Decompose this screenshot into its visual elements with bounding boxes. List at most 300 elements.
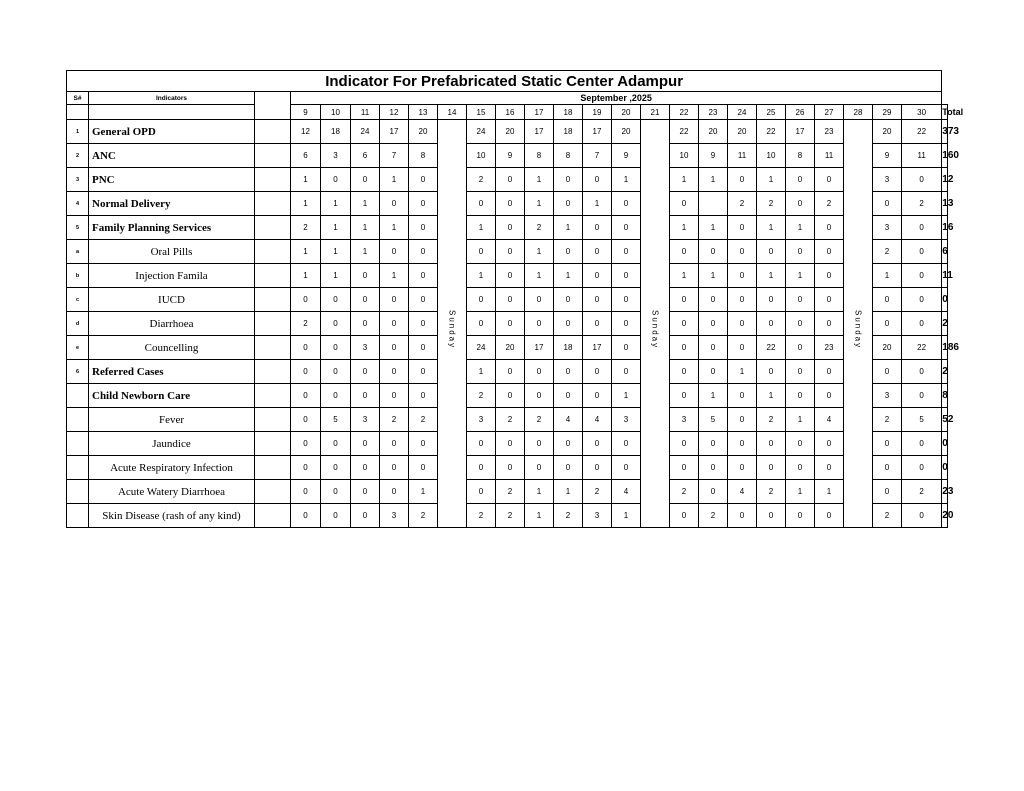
day-header-30: 30 [902, 105, 942, 120]
day-header-26: 26 [786, 105, 815, 120]
value-cell-day-23: 2 [699, 504, 728, 528]
value-cell-day-29: 0 [873, 456, 902, 480]
table-row [67, 240, 948, 264]
value-cell-day-20: 0 [612, 432, 641, 456]
value-cell-day-25: 2 [757, 480, 786, 504]
total-cell: 6 [942, 240, 948, 264]
value-cell-day-11: 0 [351, 360, 380, 384]
blank-cell [255, 432, 291, 456]
value-cell-day-19: 3 [583, 504, 612, 528]
value-cell-day-24: 0 [728, 384, 757, 408]
total-cell: 52 [942, 408, 948, 432]
value-cell-day-18: 0 [554, 288, 583, 312]
value-cell-day-20: 9 [612, 144, 641, 168]
value-cell-day-23: 0 [699, 456, 728, 480]
sunday-column [438, 120, 467, 528]
value-cell-day-22: 10 [670, 144, 699, 168]
total-header: Total [942, 105, 948, 120]
value-cell-day-29: 1 [873, 264, 902, 288]
value-cell-day-16: 9 [496, 144, 525, 168]
value-cell-day-23: 0 [699, 480, 728, 504]
value-cell-day-22: 1 [670, 216, 699, 240]
blank-cell [255, 384, 291, 408]
value-cell-day-9: 0 [291, 384, 321, 408]
value-cell-day-11: 1 [351, 216, 380, 240]
value-cell-day-17: 1 [525, 240, 554, 264]
value-cell-day-30: 11 [902, 144, 942, 168]
value-cell-day-25: 0 [757, 432, 786, 456]
day-header-29: 29 [873, 105, 902, 120]
value-cell-day-20: 1 [612, 168, 641, 192]
value-cell-day-11: 6 [351, 144, 380, 168]
value-cell-day-24: 20 [728, 120, 757, 144]
value-cell-day-11: 1 [351, 240, 380, 264]
value-cell-day-18: 0 [554, 360, 583, 384]
value-cell-day-15: 1 [467, 264, 496, 288]
value-cell-day-27: 11 [815, 144, 844, 168]
table-row [67, 312, 948, 336]
blank-cell [255, 120, 291, 144]
value-cell-day-12: 1 [380, 168, 409, 192]
value-cell-day-19: 0 [583, 456, 612, 480]
value-cell-day-24: 0 [728, 456, 757, 480]
value-cell-day-23: 5 [699, 408, 728, 432]
value-cell-day-9: 0 [291, 288, 321, 312]
table-row [67, 168, 948, 192]
value-cell-day-30: 5 [902, 408, 942, 432]
value-cell-day-16: 0 [496, 264, 525, 288]
value-cell-day-27: 0 [815, 240, 844, 264]
value-cell-day-12: 0 [380, 360, 409, 384]
value-cell-day-11: 1 [351, 192, 380, 216]
serial-cell [67, 504, 89, 528]
value-cell-day-15: 0 [467, 240, 496, 264]
value-cell-day-11: 0 [351, 288, 380, 312]
value-cell-day-22: 0 [670, 432, 699, 456]
total-cell: 0 [942, 456, 948, 480]
value-cell-day-22: 0 [670, 456, 699, 480]
day-header-25: 25 [757, 105, 786, 120]
value-cell-day-17: 1 [525, 480, 554, 504]
value-cell-day-29: 3 [873, 384, 902, 408]
value-cell-day-29: 0 [873, 360, 902, 384]
value-cell-day-13: 2 [409, 504, 438, 528]
day-header-22: 22 [670, 105, 699, 120]
serial-cell: 1 [67, 120, 89, 144]
day-header-18: 18 [554, 105, 583, 120]
month-header: September ,2025 [291, 92, 942, 105]
value-cell-day-10: 0 [321, 384, 351, 408]
value-cell-day-24: 0 [728, 432, 757, 456]
total-cell: 186 [942, 336, 948, 360]
value-cell-day-13: 0 [409, 192, 438, 216]
table-row [67, 336, 948, 360]
value-cell-day-11: 0 [351, 168, 380, 192]
value-cell-day-17: 1 [525, 504, 554, 528]
total-cell: 8 [942, 384, 948, 408]
value-cell-day-10: 0 [321, 456, 351, 480]
serial-cell [67, 408, 89, 432]
value-cell-day-30: 0 [902, 168, 942, 192]
total-cell: 0 [942, 288, 948, 312]
serial-cell: e [67, 336, 89, 360]
value-cell-day-10: 0 [321, 336, 351, 360]
value-cell-day-17: 17 [525, 336, 554, 360]
day-header-24: 24 [728, 105, 757, 120]
value-cell-day-15: 1 [467, 216, 496, 240]
table-row [67, 432, 948, 456]
blank-cell [255, 336, 291, 360]
value-cell-day-16: 0 [496, 192, 525, 216]
total-cell: 11 [942, 264, 948, 288]
value-cell-day-24: 0 [728, 240, 757, 264]
value-cell-day-18: 8 [554, 144, 583, 168]
value-cell-day-24: 0 [728, 264, 757, 288]
blank-cell [255, 240, 291, 264]
value-cell-day-29: 2 [873, 504, 902, 528]
value-cell-day-12: 2 [380, 408, 409, 432]
day-header-23: 23 [699, 105, 728, 120]
value-cell-day-13: 8 [409, 144, 438, 168]
blank-cell [255, 105, 291, 120]
value-cell-day-29: 3 [873, 168, 902, 192]
value-cell-day-13: 0 [409, 312, 438, 336]
value-cell-day-25: 1 [757, 168, 786, 192]
value-cell-day-20: 0 [612, 312, 641, 336]
value-cell-day-13: 0 [409, 168, 438, 192]
value-cell-day-19: 0 [583, 264, 612, 288]
value-cell-day-13: 0 [409, 288, 438, 312]
table-row [67, 504, 948, 528]
value-cell-day-17: 0 [525, 432, 554, 456]
value-cell-day-16: 0 [496, 288, 525, 312]
day-header-28: 28 [844, 105, 873, 120]
value-cell-day-10: 0 [321, 432, 351, 456]
value-cell-day-30: 0 [902, 288, 942, 312]
value-cell-day-25: 22 [757, 120, 786, 144]
value-cell-day-13: 0 [409, 384, 438, 408]
value-cell-day-25: 0 [757, 240, 786, 264]
value-cell-day-23: 0 [699, 240, 728, 264]
total-cell: 13 [942, 192, 948, 216]
value-cell-day-15: 0 [467, 312, 496, 336]
value-cell-day-12: 0 [380, 456, 409, 480]
value-cell-day-17: 2 [525, 216, 554, 240]
blank-cell [255, 192, 291, 216]
day-header-12: 12 [380, 105, 409, 120]
value-cell-day-19: 0 [583, 240, 612, 264]
indicator-label: IUCD [89, 288, 255, 312]
total-cell: 20 [942, 504, 948, 528]
value-cell-day-26: 0 [786, 288, 815, 312]
value-cell-day-16: 2 [496, 408, 525, 432]
value-cell-day-11: 0 [351, 264, 380, 288]
table-row [67, 192, 948, 216]
value-cell-day-24: 0 [728, 312, 757, 336]
value-cell-day-27: 0 [815, 264, 844, 288]
day-header-9: 9 [291, 105, 321, 120]
value-cell-day-17: 0 [525, 360, 554, 384]
value-cell-day-9: 0 [291, 408, 321, 432]
value-cell-day-23: 0 [699, 432, 728, 456]
value-cell-day-29: 0 [873, 288, 902, 312]
value-cell-day-20: 0 [612, 264, 641, 288]
value-cell-day-24: 0 [728, 408, 757, 432]
value-cell-day-30: 0 [902, 360, 942, 384]
value-cell-day-15: 2 [467, 168, 496, 192]
value-cell-day-18: 4 [554, 408, 583, 432]
value-cell-day-27: 0 [815, 360, 844, 384]
value-cell-day-16: 0 [496, 456, 525, 480]
value-cell-day-12: 0 [380, 480, 409, 504]
value-cell-day-23: 9 [699, 144, 728, 168]
value-cell-day-17: 2 [525, 408, 554, 432]
serial-cell [67, 480, 89, 504]
value-cell-day-9: 1 [291, 264, 321, 288]
value-cell-day-17: 0 [525, 456, 554, 480]
value-cell-day-9: 1 [291, 168, 321, 192]
day-header-row [67, 105, 948, 120]
value-cell-day-10: 0 [321, 504, 351, 528]
value-cell-day-22: 0 [670, 240, 699, 264]
blank-cell [255, 288, 291, 312]
table-title: Indicator For Prefabricated Static Center Adampur [67, 71, 942, 92]
day-header-11: 11 [351, 105, 380, 120]
value-cell-day-27: 0 [815, 504, 844, 528]
indicator-label: Normal Delivery [89, 192, 255, 216]
value-cell-day-10: 18 [321, 120, 351, 144]
blank-cell [67, 105, 89, 120]
value-cell-day-10: 0 [321, 480, 351, 504]
value-cell-day-26: 1 [786, 264, 815, 288]
value-cell-day-9: 2 [291, 312, 321, 336]
day-header-10: 10 [321, 105, 351, 120]
value-cell-day-19: 0 [583, 360, 612, 384]
value-cell-day-15: 10 [467, 144, 496, 168]
value-cell-day-15: 3 [467, 408, 496, 432]
value-cell-day-19: 17 [583, 336, 612, 360]
value-cell-day-11: 3 [351, 408, 380, 432]
value-cell-day-10: 0 [321, 312, 351, 336]
value-cell-day-16: 2 [496, 504, 525, 528]
value-cell-day-29: 0 [873, 192, 902, 216]
value-cell-day-15: 24 [467, 120, 496, 144]
day-header-21: 21 [641, 105, 670, 120]
value-cell-day-25: 10 [757, 144, 786, 168]
value-cell-day-26: 17 [786, 120, 815, 144]
value-cell-day-16: 0 [496, 432, 525, 456]
serial-cell: a [67, 240, 89, 264]
value-cell-day-18: 1 [554, 480, 583, 504]
indicator-label: PNC [89, 168, 255, 192]
value-cell-day-20: 0 [612, 288, 641, 312]
value-cell-day-12: 0 [380, 312, 409, 336]
value-cell-day-10: 0 [321, 168, 351, 192]
value-cell-day-15: 2 [467, 504, 496, 528]
value-cell-day-18: 18 [554, 336, 583, 360]
value-cell-day-23: 20 [699, 120, 728, 144]
value-cell-day-17: 1 [525, 264, 554, 288]
value-cell-day-29: 0 [873, 432, 902, 456]
value-cell-day-30: 0 [902, 384, 942, 408]
value-cell-day-23: 0 [699, 360, 728, 384]
value-cell-day-30: 0 [902, 240, 942, 264]
value-cell-day-25: 0 [757, 360, 786, 384]
total-cell: 23 [942, 480, 948, 504]
value-cell-day-20: 0 [612, 192, 641, 216]
value-cell-day-12: 7 [380, 144, 409, 168]
value-cell-day-16: 0 [496, 312, 525, 336]
value-cell-day-18: 1 [554, 216, 583, 240]
total-cell: 2 [942, 312, 948, 336]
value-cell-day-22: 0 [670, 360, 699, 384]
value-cell-day-23: 1 [699, 216, 728, 240]
indicator-label: Injection Famila [89, 264, 255, 288]
value-cell-day-24: 1 [728, 360, 757, 384]
value-cell-day-18: 0 [554, 384, 583, 408]
total-cell: 160 [942, 144, 948, 168]
value-cell-day-26: 1 [786, 408, 815, 432]
value-cell-day-9: 0 [291, 456, 321, 480]
value-cell-day-9: 0 [291, 432, 321, 456]
value-cell-day-24: 0 [728, 216, 757, 240]
serial-cell [67, 456, 89, 480]
serial-cell: 5 [67, 216, 89, 240]
day-header-27: 27 [815, 105, 844, 120]
indicator-label: Councelling [89, 336, 255, 360]
value-cell-day-26: 0 [786, 168, 815, 192]
value-cell-day-13: 0 [409, 432, 438, 456]
value-cell-day-30: 0 [902, 504, 942, 528]
value-cell-day-12: 0 [380, 384, 409, 408]
total-cell: 12 [942, 168, 948, 192]
value-cell-day-27: 1 [815, 480, 844, 504]
value-cell-day-27: 0 [815, 432, 844, 456]
day-header-14: 14 [438, 105, 467, 120]
value-cell-day-29: 3 [873, 216, 902, 240]
sunday-label: Sunday [650, 310, 660, 350]
indicator-label: General OPD [89, 120, 255, 144]
value-cell-day-25: 0 [757, 504, 786, 528]
value-cell-day-27: 4 [815, 408, 844, 432]
total-cell: 0 [942, 432, 948, 456]
value-cell-day-17: 1 [525, 168, 554, 192]
value-cell-day-18: 2 [554, 504, 583, 528]
day-header-17: 17 [525, 105, 554, 120]
value-cell-day-15: 24 [467, 336, 496, 360]
day-header-13: 13 [409, 105, 438, 120]
value-cell-day-18: 0 [554, 456, 583, 480]
value-cell-day-12: 0 [380, 432, 409, 456]
serial-cell: 6 [67, 360, 89, 384]
value-cell-day-23: 0 [699, 288, 728, 312]
value-cell-day-16: 2 [496, 480, 525, 504]
value-cell-day-13: 20 [409, 120, 438, 144]
value-cell-day-25: 0 [757, 456, 786, 480]
value-cell-day-29: 2 [873, 408, 902, 432]
value-cell-day-11: 0 [351, 456, 380, 480]
value-cell-day-18: 0 [554, 168, 583, 192]
value-cell-day-30: 0 [902, 456, 942, 480]
serial-cell: 3 [67, 168, 89, 192]
value-cell-day-25: 2 [757, 192, 786, 216]
value-cell-day-30: 0 [902, 432, 942, 456]
indicator-label: Referred Cases [89, 360, 255, 384]
value-cell-day-13: 1 [409, 480, 438, 504]
value-cell-day-24: 0 [728, 504, 757, 528]
value-cell-day-13: 0 [409, 216, 438, 240]
value-cell-day-16: 0 [496, 360, 525, 384]
table-row [67, 456, 948, 480]
value-cell-day-22: 0 [670, 288, 699, 312]
value-cell-day-18: 18 [554, 120, 583, 144]
total-cell: 2 [942, 360, 948, 384]
indicator-label: Diarrhoea [89, 312, 255, 336]
value-cell-day-19: 0 [583, 168, 612, 192]
value-cell-day-16: 20 [496, 336, 525, 360]
value-cell-day-22: 0 [670, 192, 699, 216]
value-cell-day-16: 0 [496, 384, 525, 408]
value-cell-day-23: 0 [699, 336, 728, 360]
total-cell: 373 [942, 120, 948, 144]
value-cell-day-23: 1 [699, 264, 728, 288]
table-row [67, 360, 948, 384]
value-cell-day-16: 0 [496, 240, 525, 264]
serial-cell [67, 384, 89, 408]
value-cell-day-10: 1 [321, 216, 351, 240]
value-cell-day-9: 6 [291, 144, 321, 168]
serial-cell: 2 [67, 144, 89, 168]
value-cell-day-26: 8 [786, 144, 815, 168]
value-cell-day-27: 0 [815, 312, 844, 336]
value-cell-day-30: 0 [902, 312, 942, 336]
value-cell-day-12: 0 [380, 336, 409, 360]
value-cell-day-12: 17 [380, 120, 409, 144]
value-cell-day-17: 8 [525, 144, 554, 168]
value-cell-day-15: 0 [467, 432, 496, 456]
value-cell-day-13: 0 [409, 456, 438, 480]
value-cell-day-17: 0 [525, 288, 554, 312]
value-cell-day-11: 0 [351, 432, 380, 456]
value-cell-day-24: 0 [728, 288, 757, 312]
indicator-label: Fever [89, 408, 255, 432]
value-cell-day-16: 0 [496, 216, 525, 240]
table-row [67, 480, 948, 504]
value-cell-day-13: 2 [409, 408, 438, 432]
table-row [67, 144, 948, 168]
value-cell-day-15: 0 [467, 288, 496, 312]
indicator-label: Oral Pills [89, 240, 255, 264]
value-cell-day-18: 1 [554, 264, 583, 288]
blank-cell [255, 216, 291, 240]
value-cell-day-15: 2 [467, 384, 496, 408]
value-cell-day-26: 0 [786, 312, 815, 336]
value-cell-day-15: 0 [467, 456, 496, 480]
indicator-label: ANC [89, 144, 255, 168]
value-cell-day-18: 0 [554, 192, 583, 216]
value-cell-day-27: 23 [815, 336, 844, 360]
value-cell-day-30: 2 [902, 480, 942, 504]
value-cell-day-22: 1 [670, 264, 699, 288]
value-cell-day-25: 2 [757, 408, 786, 432]
value-cell-day-17: 0 [525, 312, 554, 336]
value-cell-day-19: 4 [583, 408, 612, 432]
value-cell-day-27: 0 [815, 216, 844, 240]
value-cell-day-12: 0 [380, 192, 409, 216]
sunday-label: Sunday [853, 310, 863, 350]
value-cell-day-26: 0 [786, 336, 815, 360]
value-cell-day-22: 0 [670, 504, 699, 528]
